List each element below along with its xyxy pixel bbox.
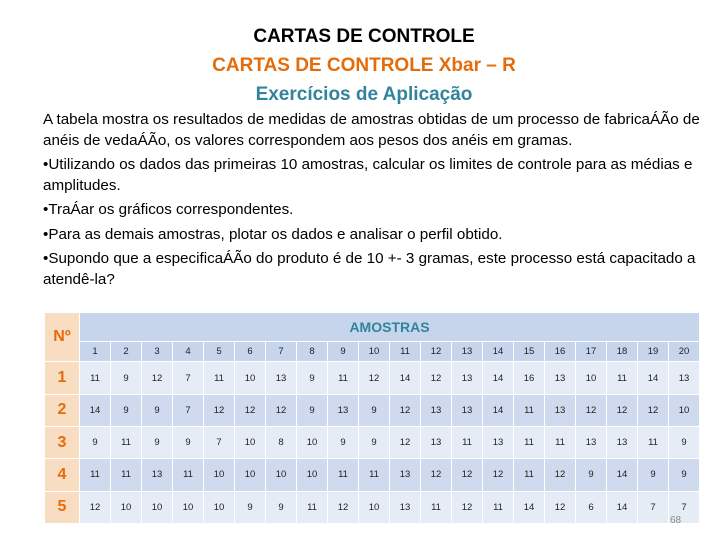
slide-title: CARTAS DE CONTROLE	[253, 26, 475, 47]
table-cell: 9	[328, 427, 359, 459]
table-cell: 13	[607, 427, 638, 459]
table-cell: 11	[514, 394, 545, 426]
table-row	[45, 491, 700, 523]
column-header: 7	[266, 341, 297, 361]
table-cell: 11	[514, 459, 545, 491]
table-cell: 12	[545, 459, 576, 491]
table-cell: 12	[390, 427, 421, 459]
table-cell: 14	[80, 394, 111, 426]
row-label: 3	[45, 427, 80, 459]
table-cell: 11	[607, 362, 638, 394]
table-cell: 11	[111, 427, 142, 459]
table-cell: 12	[266, 394, 297, 426]
table-cell: 12	[359, 362, 390, 394]
table-cell: 10	[359, 491, 390, 523]
table-cell: 10	[266, 459, 297, 491]
table-cell: 11	[80, 362, 111, 394]
samples-table	[44, 312, 700, 524]
column-header: 10	[359, 341, 390, 361]
table-cell: 10	[235, 459, 266, 491]
table-cell: 10	[111, 491, 142, 523]
table-cell: 11	[514, 427, 545, 459]
table-cell: 12	[638, 394, 669, 426]
table-cell: 11	[359, 459, 390, 491]
table-cell: 12	[607, 394, 638, 426]
table-cell: 14	[483, 394, 514, 426]
table-row	[45, 427, 700, 459]
table-cell: 12	[545, 491, 576, 523]
column-header: 16	[545, 341, 576, 361]
table-cell: 9	[142, 427, 173, 459]
table-cell: 9	[359, 394, 390, 426]
table-cell: 11	[80, 459, 111, 491]
group-header-row	[45, 313, 700, 342]
table-cell: 11	[111, 459, 142, 491]
table-row	[45, 394, 700, 426]
table-cell: 13	[483, 427, 514, 459]
row-label: 5	[45, 491, 80, 523]
column-header: 19	[638, 341, 669, 361]
column-header: 4	[173, 341, 204, 361]
table-cell: 13	[452, 362, 483, 394]
table-cell: 9	[297, 394, 328, 426]
row-number-header: Nº	[45, 313, 80, 362]
column-header: 15	[514, 341, 545, 361]
table-cell: 7	[669, 491, 700, 523]
table-cell: 8	[266, 427, 297, 459]
column-header: 9	[328, 341, 359, 361]
table-cell: 7	[173, 362, 204, 394]
page-number: 68	[670, 515, 682, 526]
column-header: 5	[204, 341, 235, 361]
table-cell: 14	[390, 362, 421, 394]
table-cell: 12	[328, 491, 359, 523]
table-cell: 11	[328, 459, 359, 491]
table-cell: 13	[421, 427, 452, 459]
table-cell: 13	[545, 394, 576, 426]
table-cell: 10	[142, 491, 173, 523]
table-cell: 13	[390, 491, 421, 523]
table-cell: 9	[173, 427, 204, 459]
table-cell: 9	[142, 394, 173, 426]
samples-group-header: AMOSTRAS	[80, 313, 700, 342]
bullet-item: •TraÁar os gráficos correspondentes.	[43, 201, 294, 218]
table-cell: 14	[607, 491, 638, 523]
column-header: 12	[421, 341, 452, 361]
table-cell: 16	[514, 362, 545, 394]
table-cell: 13	[390, 459, 421, 491]
table-row	[45, 362, 700, 394]
table-cell: 13	[669, 362, 700, 394]
table-cell: 11	[421, 491, 452, 523]
table-cell: 11	[638, 427, 669, 459]
table-cell: 12	[204, 394, 235, 426]
section-heading: Exercícios de Aplicação	[255, 84, 473, 105]
column-header: 11	[390, 341, 421, 361]
table-cell: 11	[545, 427, 576, 459]
intro-paragraph: A tabela mostra os resultados de medidas de amostras obtidas de um processo de fabricaÁÃo de anéis de vedaÁÃo, os valores correspondem aos pesos dos anéis em gramas.	[43, 111, 700, 149]
table-cell: 14	[483, 362, 514, 394]
table-cell: 13	[452, 394, 483, 426]
row-label: 2	[45, 394, 80, 426]
column-header: 8	[297, 341, 328, 361]
table-cell: 14	[514, 491, 545, 523]
table-cell: 10	[235, 362, 266, 394]
table-cell: 13	[421, 394, 452, 426]
table-cell: 11	[452, 427, 483, 459]
table-cell: 7	[204, 427, 235, 459]
exercise-text	[43, 110, 703, 294]
table-cell: 9	[576, 459, 607, 491]
table-cell: 12	[142, 362, 173, 394]
table-cell: 11	[173, 459, 204, 491]
table-cell: 10	[669, 394, 700, 426]
table-cell: 12	[235, 394, 266, 426]
table-cell: 9	[359, 427, 390, 459]
column-header: 20	[669, 341, 700, 361]
table-cell: 12	[452, 491, 483, 523]
column-header: 3	[142, 341, 173, 361]
column-header: 13	[452, 341, 483, 361]
table-cell: 12	[390, 394, 421, 426]
table-cell: 9	[266, 491, 297, 523]
table-cell: 6	[576, 491, 607, 523]
table-cell: 14	[607, 459, 638, 491]
table-cell: 9	[235, 491, 266, 523]
table-cell: 13	[328, 394, 359, 426]
table-cell: 9	[111, 362, 142, 394]
table-cell: 12	[576, 394, 607, 426]
row-label: 1	[45, 362, 80, 394]
table-cell: 11	[328, 362, 359, 394]
table-cell: 11	[204, 362, 235, 394]
table-cell: 10	[235, 427, 266, 459]
table-cell: 9	[80, 427, 111, 459]
table-row	[45, 459, 700, 491]
table-cell: 9	[638, 459, 669, 491]
row-label: 4	[45, 459, 80, 491]
bullet-item: •Supondo que a especificaÁÃo do produto é de 10 +- 3 gramas, este processo está capacitado a atendê-la?	[43, 250, 696, 288]
table-cell: 12	[483, 459, 514, 491]
column-header-row	[45, 341, 700, 361]
bullet-item: •Para as demais amostras, plotar os dados e analisar o perfil obtido.	[43, 225, 503, 243]
table-cell: 9	[669, 459, 700, 491]
table-cell: 11	[483, 491, 514, 523]
table-cell: 10	[173, 491, 204, 523]
table-cell: 12	[421, 362, 452, 394]
table-cell: 10	[297, 427, 328, 459]
table-cell: 10	[204, 459, 235, 491]
table-cell: 12	[421, 459, 452, 491]
column-header: 1	[80, 341, 111, 361]
column-header: 17	[576, 341, 607, 361]
slide-subtitle: CARTAS DE CONTROLE Xbar – R	[212, 55, 516, 76]
table-cell: 13	[576, 427, 607, 459]
table-cell: 10	[204, 491, 235, 523]
column-header: 18	[607, 341, 638, 361]
column-header: 14	[483, 341, 514, 361]
table-cell: 11	[297, 491, 328, 523]
table-cell: 9	[297, 362, 328, 394]
table-cell: 12	[80, 491, 111, 523]
column-header: 2	[111, 341, 142, 361]
table-cell: 9	[669, 427, 700, 459]
table-cell: 13	[142, 459, 173, 491]
table-cell: 13	[266, 362, 297, 394]
table-cell: 14	[638, 362, 669, 394]
table-cell: 10	[297, 459, 328, 491]
bullet-item: •Utilizando os dados das primeiras 10 amostras, calcular os limites de controle para as médias e amplitudes.	[43, 156, 693, 194]
table-cell: 10	[576, 362, 607, 394]
column-header: 6	[235, 341, 266, 361]
table-cell: 9	[111, 394, 142, 426]
table-cell: 7	[638, 491, 669, 523]
table-cell: 7	[173, 394, 204, 426]
table-cell: 13	[545, 362, 576, 394]
table-cell: 12	[452, 459, 483, 491]
